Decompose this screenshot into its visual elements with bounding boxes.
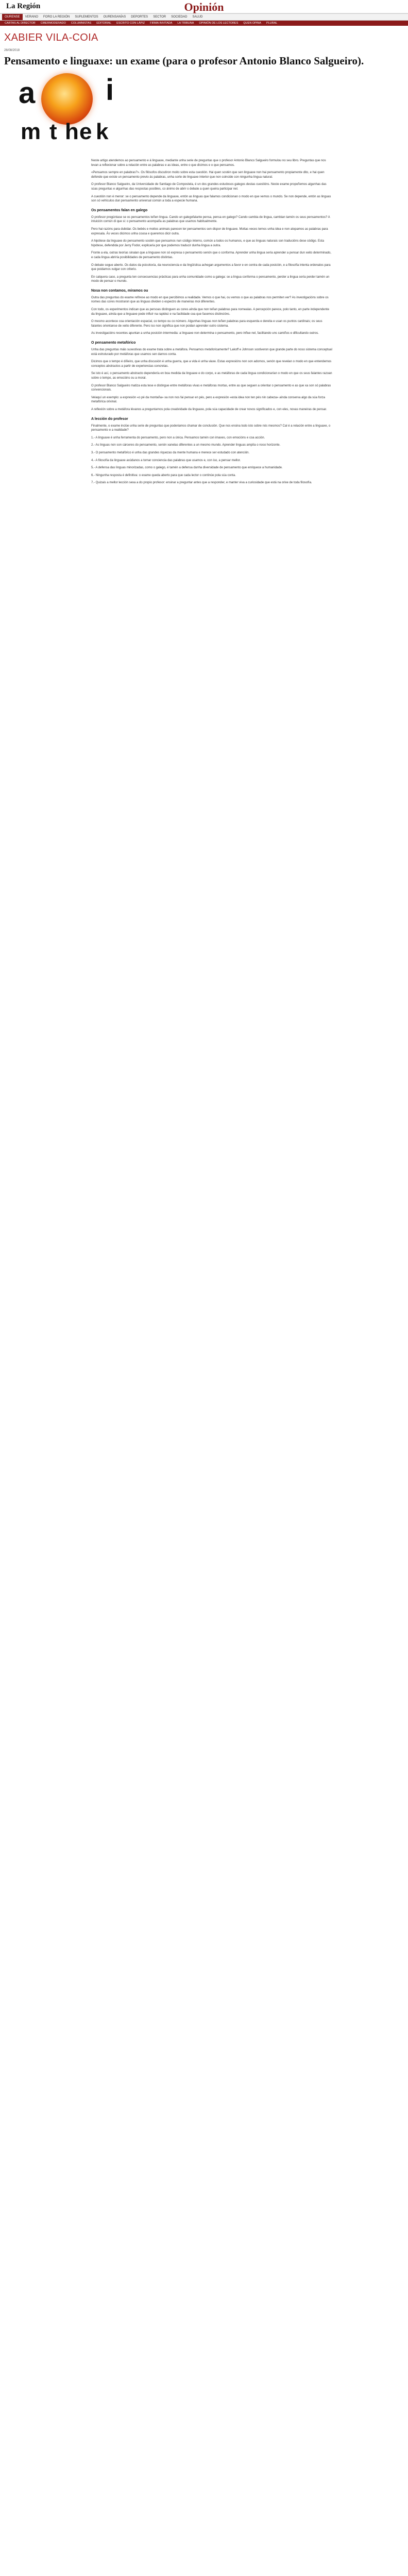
body-paragraph: Con todo, os experimentos indican que as persoas distinguen as cores aínda que non teñan palabras para nomealas. A percepción parece, polo tanto, en parte independente da linguaxe, aínda que a linguaxe pode influír na rapidez e na facilidade coa que facemos distincións. (91, 308, 329, 316)
section-heading: O pensamento metafórico (91, 341, 136, 345)
art-letter: k (96, 119, 109, 144)
nav-item[interactable]: OURENSE (2, 14, 23, 20)
intro-paragraph: A cuestión non é menor: se o pensamento depende da linguaxe, entón as linguas que falamos condicionan o modo en que vemos o mundo. Se non depende, entón as linguas son só vehículos dun pensamento universal común a toda a especie humana. (91, 195, 331, 203)
subnav-item[interactable]: CARTAS AL DIRECTOR (5, 22, 36, 25)
body-paragraph: Se isto é así, o pensamento abstracto dependería en boa medida da linguaxe e do corpo, e as metáforas de cada lingua condicionarían o modo en que os seus falantes razoan sobre o tempo, as emocións ou a moral. (91, 372, 332, 380)
body-paragraph: O profesor Blanco Salgueiro matiza esta tese e distingue entre metáforas vivas e metáforas mortas, entre as que seguen a orientar o pensamento e as que xa son só palabras convencionais. (91, 384, 331, 392)
subnav-item[interactable]: LA TRIBUNA (177, 22, 194, 25)
body-paragraph: Velaquí un exemplo: a expresión «o pé da montaña» xa non nos fai pensar en pés, pero a expresión «esta idea non ten pés nin cabeza» aínda conserva algo da súa forza metafórica orixinal. (91, 396, 325, 404)
body-paragraph: 7.- Quizais a mellor lección sexa a do propio profesor: ensinar a preguntar antes que a responder, e manter viva a curiosidade que está na orixe de toda filosofía. (91, 481, 312, 485)
sun-image (41, 73, 93, 125)
body-paragraph: A hipótese da linguaxe do pensamento sostén que pensamos nun código interno, común a todos os humanos, e que as linguas naturais son traducións dese código. Esta hipótese, defendida por Jerry Fodor, explicaría por que podemos traducir dunha lingua a outra. (91, 240, 324, 247)
body-paragraph: Fronte a ela, outras teorías sinalan que a linguaxe non só expresa o pensamento senón que o conforma. Aprender unha lingua sería aprender a pensar dun xeito determinado, e cada lingua abriría posibilidades de pensamento distintas. (91, 251, 331, 259)
body-paragraph: Dicimos que o tempo é diñeiro, que unha discusión é unha guerra, que a vida é unha viaxe. Estas expresións non son adornos, senón que revelan o modo en que entendemos conceptos abstractos a partir de experiencias concretas. (91, 360, 332, 368)
article-date: 26/08/2018 (4, 49, 20, 52)
nav-item[interactable]: OURENSANÍAS (103, 15, 126, 19)
subnav-item[interactable]: PLURAL (266, 22, 278, 25)
body-paragraph: En calquera caso, a pregunta ten consecuencias prácticas para unha comunidade como a galega: se a lingua conforma o pensamento, perder a lingua sería perder tamén un modo de pensar o mundo. (91, 275, 330, 283)
main-nav (0, 13, 408, 21)
subnav-item[interactable]: EDITORIAL (96, 22, 112, 25)
art-letter: h (65, 119, 79, 144)
body-paragraph: 2.- As linguas non son cárceres do pensamento, senón xanelas diferentes a un mesmo mundo. Aprender linguas amplía o noso horizonte. (91, 444, 281, 447)
author-name[interactable]: XABIER VILA-COIA (4, 32, 98, 43)
nav-item[interactable]: DEPORTES (131, 15, 148, 19)
art-letter: t (49, 119, 57, 144)
art-letter: e (79, 119, 92, 144)
site-header (0, 0, 408, 13)
section-title: Opinión (184, 1, 224, 13)
body-paragraph: O profesor pregúntase se os pensamentos teñen lingua. Cando un galegofalante pensa, pensa en galego? Cando cambia de lingua, cambian tamén os seus pensamentos? A intuición común di que si: o pensamento acompaña as palabras que usamos habitualmente. (91, 215, 330, 224)
body-paragraph: Outra das preguntas do exame refírese ao modo en que percibimos a realidade. Vemos o que hai, ou vemos o que as palabras nos permiten ver? As investigacións sobre os nomes das cores mostraron que as linguas dividen o espectro de maneiras moi diferentes. (91, 296, 329, 304)
site-logo[interactable]: La Región (6, 2, 41, 10)
body-paragraph: A reflexión sobre a metáfora lévanos a preguntarnos pola creatividade da linguaxe, pola súa capacidade de crear novos significados e, con eles, novas maneiras de pensar. (91, 408, 327, 411)
nav-item[interactable]: SOCIEDAD (171, 15, 188, 19)
article-headline: Pensamento e linguaxe: un exame (para o profesor Antonio Blanco Salgueiro). (4, 55, 364, 67)
subnav-item[interactable]: COLUMNISTAS (71, 22, 92, 25)
body-paragraph: Finalmente, o exame inclúe unha serie de preguntas que poderiamos chamar de conclusión. Que nos ensina todo isto sobre nós mesmos? Cal é a relación entre a linguaxe, o pensamento e a realidade? (91, 424, 331, 432)
body-paragraph: O mesmo acontece coa orientación espacial, co tempo ou co número. Algunhas linguas non teñen palabras para esquerda e dereita e usan os puntos cardinais; os seus falantes orientanse de xeito diferente. Pero iso non significa que non poidan aprender outro sistema. (91, 320, 322, 328)
body-paragraph: 5.- A defensa das linguas minorizadas, como o galego, é tamén a defensa dunha diversidade de pensamento que enriquece a humanidade. (91, 466, 283, 470)
sub-nav (0, 21, 408, 26)
subnav-item[interactable]: OPINIÓN DE LOS LECTORES (199, 22, 239, 25)
article-body (91, 159, 333, 485)
art-letter: i (106, 73, 114, 107)
body-paragraph: 3.- O pensamento metafórico é unha das grandes riquezas da mente humana e merece ser estudado con atención. (91, 451, 250, 454)
body-paragraph: O debate segue aberto. Os datos da psicoloxía, da neurociencia e da lingüística achegan argumentos a favor e en contra de cada posición, e a filosofía intenta ordenalos para que poidamos xulgar con criterio. (91, 263, 331, 272)
nav-item[interactable]: SALUD (192, 15, 203, 19)
subnav-item[interactable]: QUEN OPINA (243, 22, 261, 25)
nav-item[interactable]: SUPLEMENTOS (75, 15, 98, 19)
art-letter: a (19, 76, 36, 110)
article-illustration (0, 71, 408, 159)
section-heading: A lección do profesor (91, 417, 128, 421)
body-paragraph: 6.- Ningunha resposta é definitiva: o exame queda aberto para que cada lector o continúe pola súa conta. (91, 473, 236, 477)
body-paragraph: 1.- A linguaxe é unha ferramenta do pensamento, pero non a única. Pensamos tamén con imaxes, con emocións e coa acción. (91, 436, 265, 439)
body-paragraph: 4.- A filosofía da linguaxe axúdanos a tomar conciencia das palabras que usamos e, con iso, a pensar mellor. (91, 459, 241, 462)
intro-paragraph: «Pensamos sempre en palabras?». Os filósofos discutiron moito sobre esta cuestión. Hai quen sostén que sen linguaxe non hai pensamento propiamente dito, e hai quen defende que existe un pensamento previo ás palabras, unha sorte de linguaxe interior que non coincide con ningunha lingua natural. (91, 171, 325, 179)
body-paragraph: Pero hai razóns para dubidar. Os bebés e moitos animais parecen ter pensamentos sen dispor de linguaxe. Moitas veces temos unha idea e non atopamos as palabras para expresala. Ás veces dicimos unha cousa e queremos dicir outra. (91, 227, 328, 235)
subnav-item[interactable]: ESCRITO CON LÁPIZ (116, 22, 145, 25)
nav-item[interactable]: VERANO (25, 15, 39, 19)
body-paragraph: Unha das preguntas máis suxestivas do exame trata sobre a metáfora. Pensamos metaforicamente? Lakoff e Johnson sostiveron que grande parte do noso sistema conceptual está estruturado por metáforas que usamos sen darnos conta. (91, 348, 332, 356)
nav-item[interactable]: SECTOR (153, 15, 166, 19)
intro-paragraph: Neste artigo atendemos ao pensamento e á linguaxe, mediante unha serie de preguntas que o profesor Antonio Blanco Salgueiro formulou no seu libro. Preguntas que nos levan a reflexionar sobre a relación entre as palabras e as ideas, entre o que dicimos e o que pensamos. (91, 159, 326, 167)
subnav-item[interactable]: FIRMA INVITADA (150, 22, 173, 25)
intro-paragraph: O profesor Blanco Salgueiro, da Universidade de Santiago de Compostela, é un dos grandes estudosos galegos destas cuestións. Neste exame propoñemos algunhas das súas preguntas e algunhas das respostas posibles, co ánimo de abrir o debate a quen queira participar nel. (91, 183, 327, 191)
body-paragraph: As investigacións recentes apuntan a unha posición intermedia: a linguaxe non determina o pensamento, pero influe nel, facilitando uns camiños e dificultando outros. (91, 332, 319, 335)
section-heading: Nosa non contamos, miramos ou (91, 289, 148, 293)
subnav-item[interactable]: CIBERMODERADO (40, 22, 66, 25)
art-letter: m (21, 119, 41, 144)
nav-item[interactable]: FORO LA REGIÓN (43, 15, 70, 19)
section-heading: Os pensamentos falan en galego (91, 208, 148, 212)
